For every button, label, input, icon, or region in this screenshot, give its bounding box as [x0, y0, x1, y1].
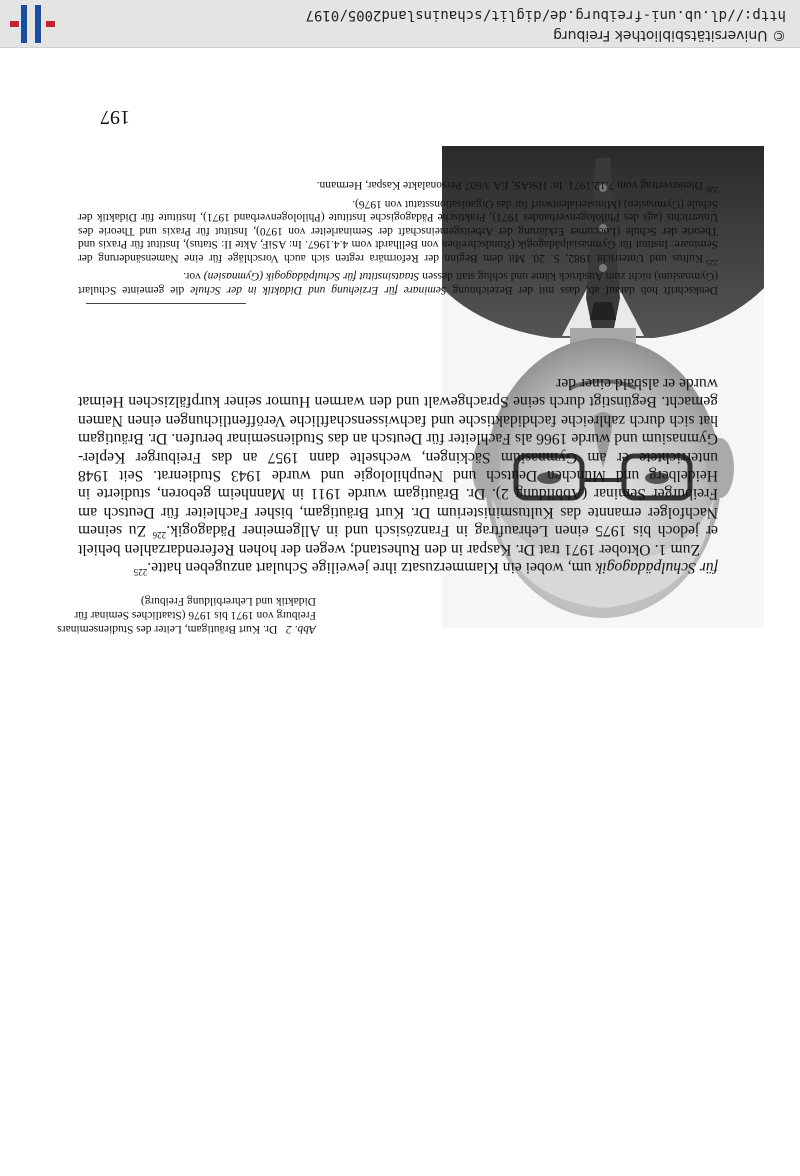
footnote-text: Kultus und Unterricht 1982, S. 20. Mit dem Beginn der Reformära regten sich auch Vorschläge für eine Namensänderung der Seminare: Institut für Gymnasialpädagogik (Rundschreiben von Bellhardt vom 4.4.1967. In: ASiF, Akte II: Status), Institut für Praxis und Theorie der Schule (Loccumer Erklärung der Arbeitsgemeinschaft der Seminarleiter von 1970), Institut für Praxis und Theorie des Unterrichts (ags des Philologenverbandes 1971), Praktische Pädagogische Institute (Philologenverband 1971), Institute für Didaktik der Schule (Gymnasien) (Ministerialentwurf für das Organisationsstatut von 1976). [78, 197, 718, 264]
library-logo-icon [7, 3, 55, 43]
footnote-226 [78, 178, 718, 196]
paragraph-1 [78, 558, 718, 576]
paragraph-1-rest: um, wobei ein Klammerzusatz ihre jeweilige Schulart anzugeben hatte. [147, 559, 596, 576]
library-banner [0, 0, 800, 48]
body-text [78, 374, 718, 576]
footnote-italic: Staatsinstitut für Schulpädagogik (Gymnasien) [203, 270, 420, 283]
paragraph-2 [78, 374, 718, 558]
footnote-text: vor. [183, 270, 204, 283]
footnote-text: die gemeinte Schulart (Gymnasium) nicht zum Ausdruck käme und schlug statt dessen [78, 270, 718, 296]
footnote-text: Dienstvertrag vom 7.12.1971. In: HStAS, EA 3/607 Personalakte Kaspar, Hermann. [316, 179, 703, 192]
footnote-separator [86, 303, 246, 304]
logo-bar [10, 21, 19, 27]
caption-label: Abb. 2 [285, 623, 316, 635]
logo-bar [46, 21, 55, 27]
copyright-notice: © Universitätsbibliothek Freiburg [553, 27, 786, 43]
footnote-mark: 225 [706, 257, 718, 267]
paragraph-2-part-b: Zu seinem Nachfolger ernannte das Kultusministerium Dr. Kurt Bräutigam, bisher Fachleiter für Deutsch am Freiburger Seminar (Abbildung 2). Dr. Bräutigam wurde 1911 in Mannheim geboren, studierte in Heidelberg und München Deutsch und Neuphilologie und wurde 1943 Studienrat. Seit 1948 unterrichtete er am Gymnasium Säckingen, wechselte dann 1957 an das Freiburger Kepler-Gymnasium und wurde 1966 als Fachleiter für Deutsch an das Studienseminar berufen. Dr. Bräutigam hat sich durch zahlreiche fachdidaktische und fachwissenschaftliche Veröffentlichungen einen Namen gemacht. Begünstigt durch seine Sprachgewalt und den warmen Humor seiner kurpfälzischen Heimat wurde er alsbald einer der [78, 374, 718, 540]
footnote-ref-226: 226 [152, 530, 167, 541]
paragraph-1-italic: für Schulpädagogik [595, 559, 718, 576]
permalink-url[interactable]: http://dl.ub.uni-freiburg.de/diglit/schauinsland2005/0197 [305, 7, 786, 23]
page-number: 197 [100, 106, 130, 128]
logo-bar [21, 5, 27, 43]
logo-bar [35, 5, 41, 43]
footnote-224-continued [78, 269, 718, 296]
footnotes [78, 178, 718, 296]
footnote-italic: Seminare für Erziehung und Didaktik in der Schule [190, 284, 447, 296]
footnote-ref-225: 225 [133, 567, 148, 578]
footnote-text: Denkschrift hob darauf ab, dass mit der Bezeichnung [446, 284, 718, 296]
paragraph-2-part-a: Zum 1. Oktober 1971 trat Dr. Kaspar in den Ruhestand; wegen der hohen Referendarzahlen behielt er jedoch bis 1975 einen Lehrauftrag in Französisch und in Allgemeiner Pädagogik. [78, 522, 718, 558]
footnote-225 [78, 196, 718, 269]
caption-text: Dr. Kurt Bräutigam, Leiter des Studienseminars Freiburg von 1971 bis 1976 (Staatliches Seminar für Didaktik und Lehrerbildung Freiburg) [57, 595, 316, 635]
footnote-mark: 226 [706, 185, 718, 195]
figure-caption [36, 594, 316, 636]
